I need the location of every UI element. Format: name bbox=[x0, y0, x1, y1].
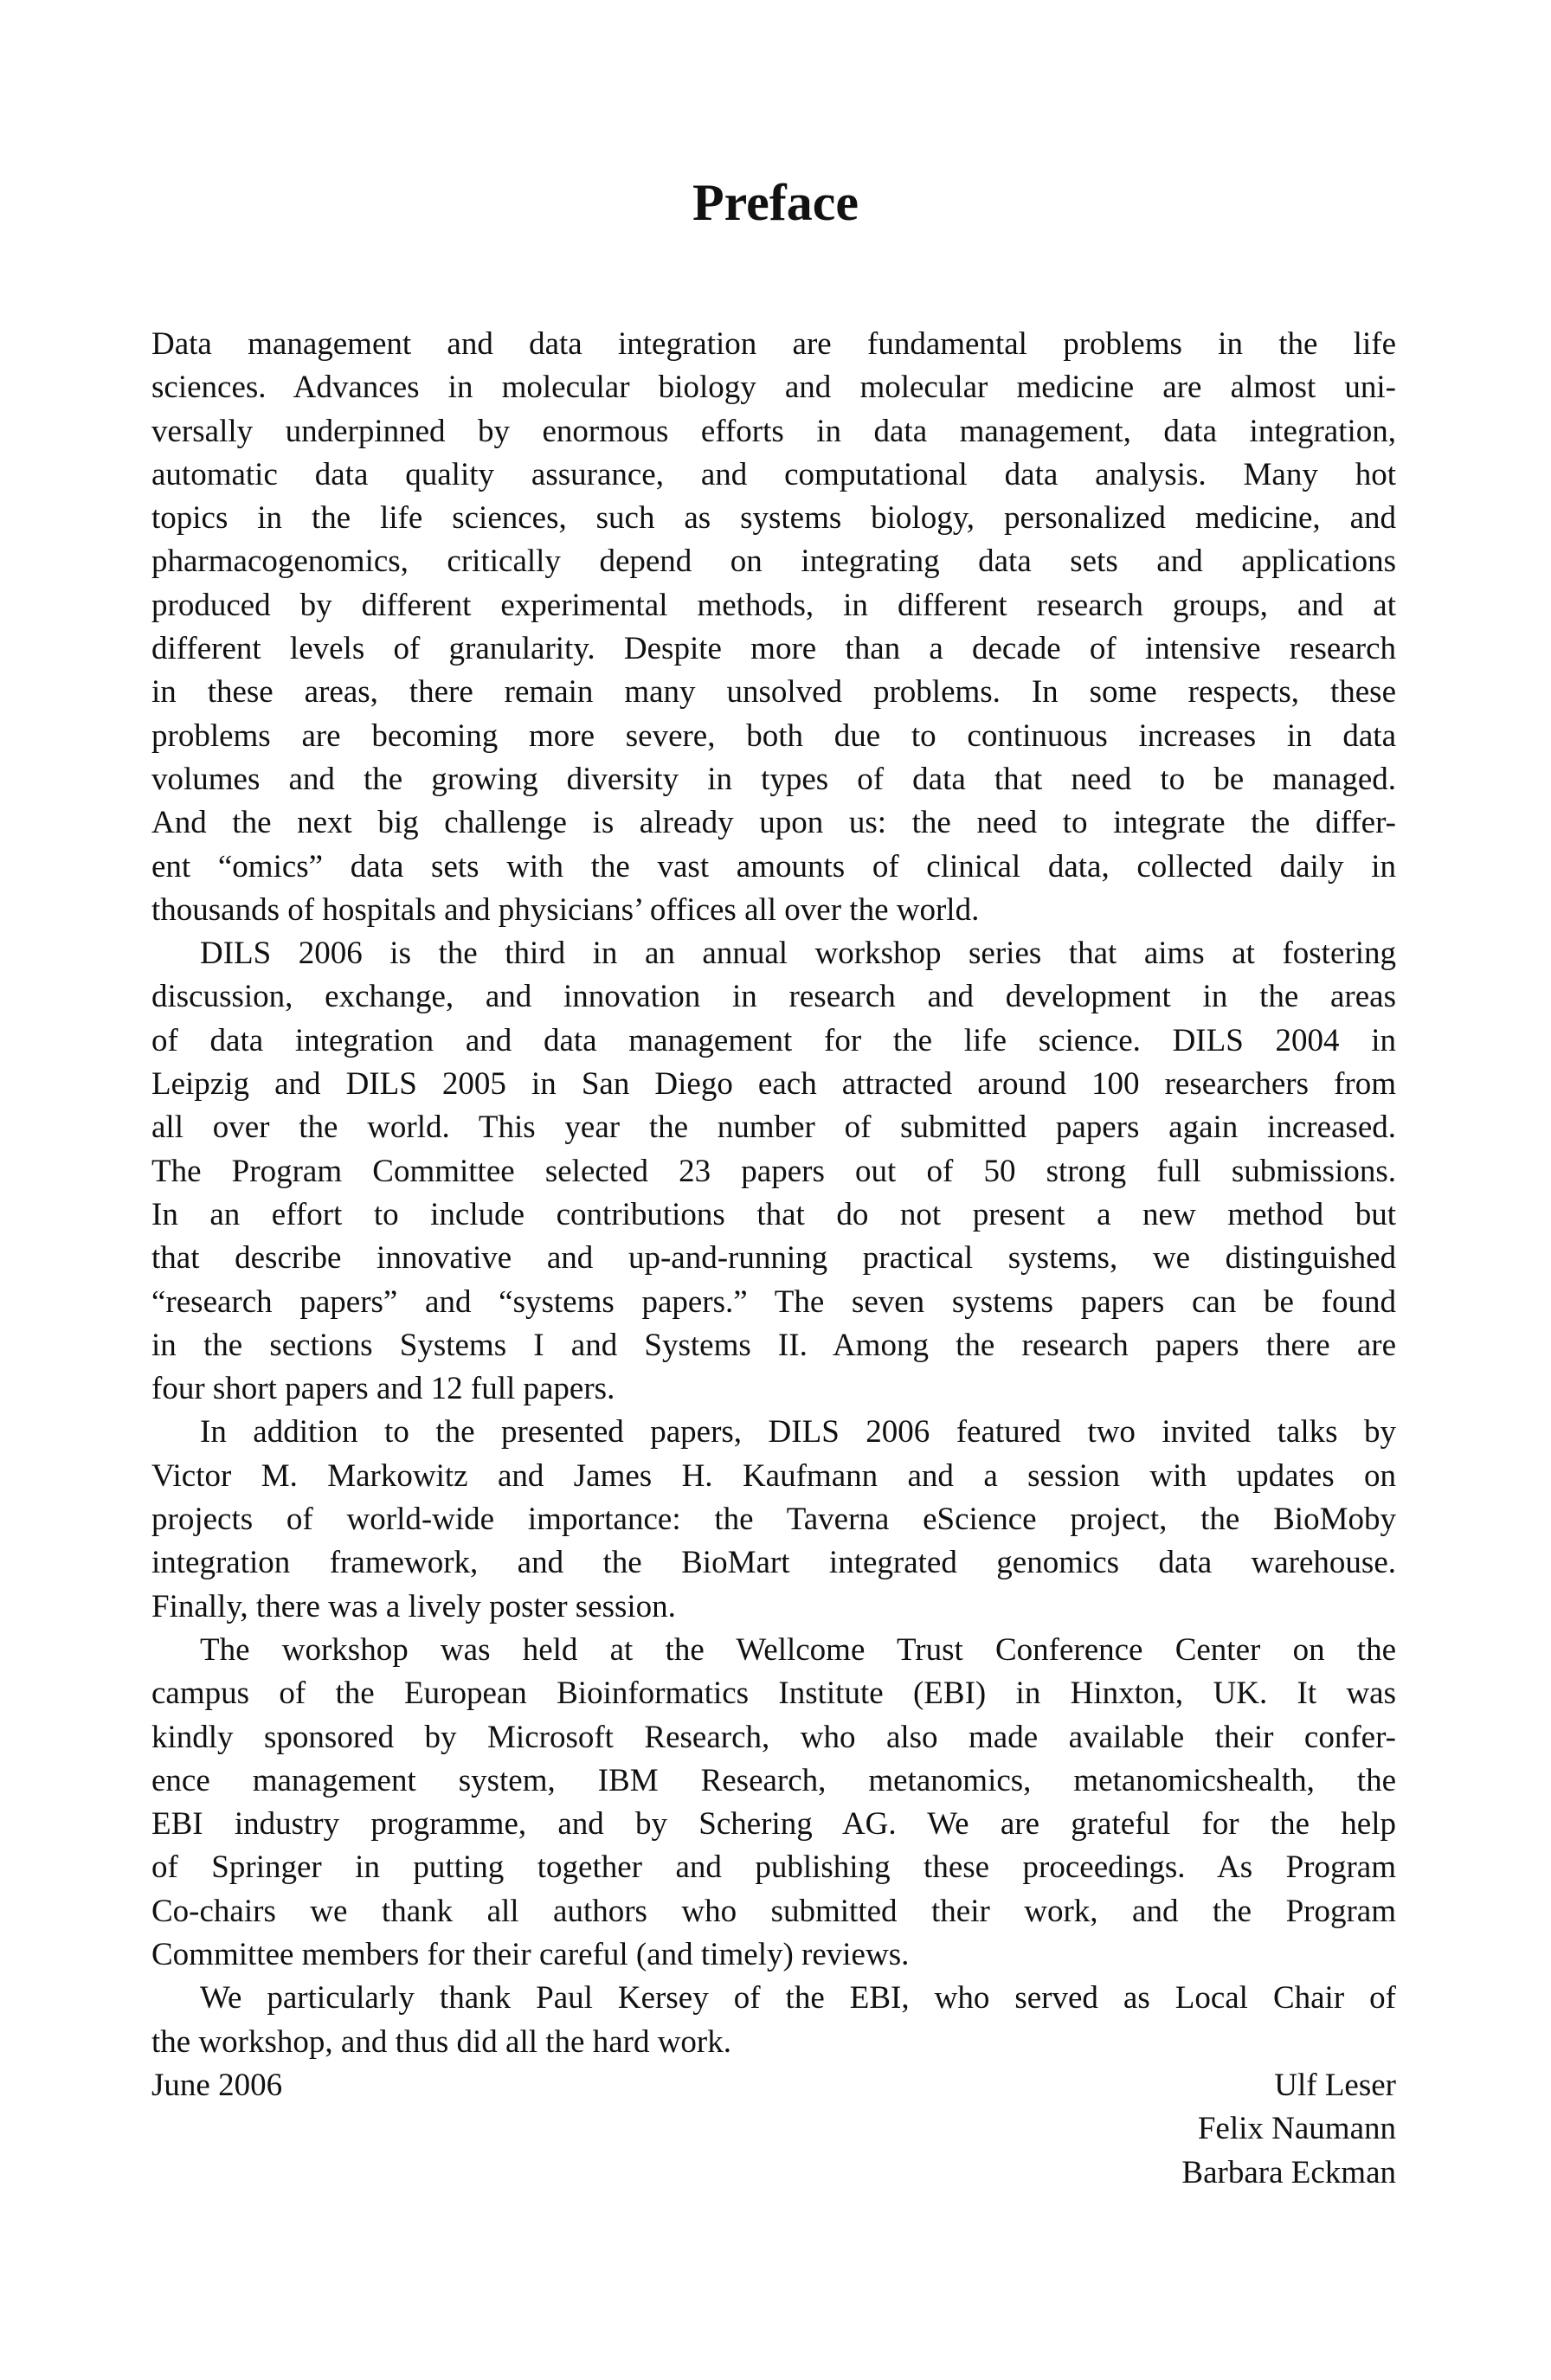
text-line: produced by different experimental methods, in different research groups, and at bbox=[151, 587, 1396, 623]
text-line: pharmacogenomics, critically depend on integrating data sets and applications bbox=[151, 544, 1396, 580]
text-line: of data integration and data management for the life science. DILS 2004 in bbox=[151, 1022, 1396, 1058]
paragraph bbox=[151, 1977, 1396, 2064]
text-line: discussion, exchange, and innovation in research and development in the areas bbox=[151, 979, 1396, 1015]
text-line: that describe innovative and up-and-running practical systems, we distinguished bbox=[151, 1240, 1396, 1277]
text-line: In an effort to include contributions that do not present a new method but bbox=[151, 1196, 1396, 1232]
text-line: ent “omics” data sets with the vast amounts of clinical data, collected daily in bbox=[151, 848, 1396, 884]
text-line: four short papers and 12 full papers. bbox=[151, 1371, 615, 1407]
text-line: And the next big challenge is already upon us: the need to integrate the differ- bbox=[151, 805, 1396, 841]
text-line: DILS 2006 is the third in an annual workshop series that aims at fostering bbox=[200, 936, 1396, 972]
text-line: The Program Committee selected 23 papers out of 50 strong full submissions. bbox=[151, 1153, 1396, 1189]
text-line: EBI industry programme, and by Schering AG. We are grateful for the help bbox=[151, 1806, 1396, 1843]
text-line: kindly sponsored by Microsoft Research, who also made available their confer- bbox=[151, 1719, 1396, 1755]
paragraph bbox=[151, 932, 1396, 1411]
author-name: Felix Naumann bbox=[1197, 2111, 1396, 2147]
text-line: in the sections Systems I and Systems II. Among the research papers there are bbox=[151, 1327, 1396, 1363]
text-line: Data management and data integration are fundamental problems in the life bbox=[151, 326, 1396, 362]
text-line: the workshop, and thus did all the hard work. bbox=[151, 2023, 731, 2060]
signoff-names bbox=[1181, 2064, 1396, 2195]
text-line: In addition to the presented papers, DILS 2006 featured two invited talks by bbox=[200, 1414, 1396, 1451]
text-line: Co-chairs we thank all authors who submitted their work, and the Program bbox=[151, 1893, 1396, 1929]
text-line: in these areas, there remain many unsolved problems. In some respects, these bbox=[151, 674, 1396, 711]
text-line: automatic data quality assurance, and computational data analysis. Many hot bbox=[151, 456, 1396, 492]
text-line: Victor M. Markowitz and James H. Kaufmann and a session with updates on bbox=[151, 1457, 1396, 1494]
text-line: volumes and the growing diversity in types of data that need to be managed. bbox=[151, 761, 1396, 797]
signoff-date: June 2006 bbox=[151, 2068, 283, 2103]
text-line: ence management system, IBM Research, metanomics, metanomicshealth, the bbox=[151, 1762, 1396, 1798]
text-line: “research papers” and “systems papers.” The seven systems papers can be found bbox=[151, 1283, 1396, 1320]
author-name: Barbara Eckman bbox=[1181, 2154, 1396, 2190]
author-name: Ulf Leser bbox=[1274, 2068, 1396, 2103]
page-title: Preface bbox=[692, 174, 859, 231]
preface-body bbox=[151, 323, 1396, 2064]
text-line: campus of the European Bioinformatics Institute (EBI) in Hinxton, UK. It was bbox=[151, 1676, 1396, 1712]
text-line: We particularly thank Paul Kersey of the EBI, who served as Local Chair of bbox=[200, 1980, 1396, 2017]
text-line: all over the world. This year the number of submitted papers again increased. bbox=[151, 1110, 1396, 1146]
text-line: projects of world-wide importance: the Taverna eScience project, the BioMoby bbox=[151, 1502, 1396, 1538]
paragraph bbox=[151, 1629, 1396, 1977]
text-line: thousands of hospitals and physicians’ offices all over the world. bbox=[151, 891, 980, 928]
text-line: topics in the life sciences, such as systems biology, personalized medicine, and bbox=[151, 500, 1396, 537]
text-line: Committee members for their careful (and timely) reviews. bbox=[151, 1936, 910, 1972]
paragraph bbox=[151, 323, 1396, 932]
text-line: Finally, there was a lively poster session. bbox=[151, 1588, 676, 1624]
text-line: Leipzig and DILS 2005 in San Diego each attracted around 100 researchers from bbox=[151, 1066, 1396, 1103]
text-line: of Springer in putting together and publishing these proceedings. As Program bbox=[151, 1849, 1396, 1886]
text-line: The workshop was held at the Wellcome Trust Conference Center on the bbox=[200, 1631, 1396, 1668]
text-line: sciences. Advances in molecular biology and molecular medicine are almost uni- bbox=[151, 370, 1396, 406]
text-line: different levels of granularity. Despite more than a decade of intensive research bbox=[151, 631, 1396, 667]
text-line: integration framework, and the BioMart integrated genomics data warehouse. bbox=[151, 1545, 1396, 1581]
paragraph bbox=[151, 1411, 1396, 1628]
text-line: problems are becoming more severe, both due to continuous increases in data bbox=[151, 717, 1396, 754]
text-line: versally underpinned by enormous efforts in data management, data integration, bbox=[151, 413, 1396, 449]
